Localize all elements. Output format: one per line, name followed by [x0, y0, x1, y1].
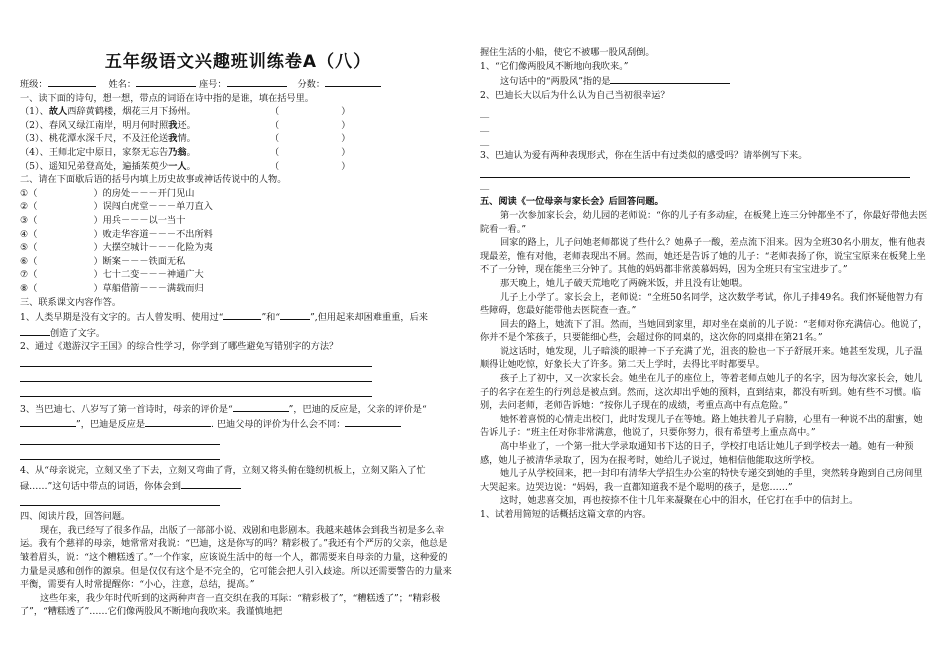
idiom-item: ①（ ）的房处－－－开门见山: [20, 187, 195, 199]
s3-q3: 3、当巴迪七、八岁写了第一首诗时，母亲的评价是“ ”，巴迪的反应是，父亲的评价是“”，巴迪是反应是 . 巴迪父母的评价为什么会不同：: [20, 401, 456, 432]
q3-blank-2[interactable]: [20, 416, 76, 427]
dash-line[interactable]: ＿: [480, 136, 490, 148]
poem-item: （2）、春风又绿江南岸，明月何时照我还。 （ ）: [20, 119, 351, 131]
answer-paren[interactable]: （ ）: [270, 106, 351, 118]
name-label: 姓名：: [108, 79, 137, 90]
page-title: 五年级语文兴趣班训练卷A（八）: [104, 52, 372, 72]
answer-line[interactable]: [20, 369, 372, 382]
section3-heading: 三、联系课文内容作答。: [20, 296, 122, 308]
r1-blank[interactable]: [610, 73, 730, 84]
r-q2: 2、巴迪长大以后为什么认为自己当初很幸运？: [480, 89, 670, 101]
score-label: 分数：: [297, 79, 326, 90]
q3-blank-1[interactable]: [233, 401, 289, 412]
story-paragraph: 那天晚上，她儿子破天荒地吃了两碗米饭，并且没有让她喂。: [500, 277, 749, 289]
seat-label: 座号：: [198, 79, 227, 90]
q3-blank-4[interactable]: [345, 416, 401, 427]
answer-line[interactable]: [20, 354, 372, 367]
idiom-item: ③（ ）用兵－－－以一当十: [20, 214, 186, 226]
section5-heading: 五、阅读《一位母亲与家长会》后回答问题。: [480, 196, 664, 208]
idiom-item: ⑤（ ）大摆空城计－－－化险为夷: [20, 242, 213, 254]
section4-heading: 四、阅读片段，回答问题。: [20, 511, 131, 523]
right-column: [480, 46, 928, 522]
poem-item: （4）、王师北定中原日，家祭无忘告乃翁。 （ ）: [20, 146, 351, 158]
story-paragraph: 第一次参加家长会，幼儿园的老师说：“你的儿子有多动症，在板凳上连三分钟都坐不了，你最好带他去医院看一看。”: [480, 209, 928, 235]
poem-item: （3）、桃花潭水深千尺，不及汪伦送我情。 （ ）: [20, 133, 351, 145]
story-passage: [480, 209, 928, 508]
poem-item: （5）、遥知兄弟登高处，遍插茱萸少一人。 （ ）: [20, 160, 351, 172]
idiom-item: ⑥（ ）断案－－－铁面无私: [20, 255, 186, 267]
idiom-item: ②（ ）误闯白虎堂－－－单刀直入: [20, 201, 213, 213]
section2-heading: 二、请在下面歇后语的括号内填上历史故事或神话传说中的人物。: [20, 174, 287, 186]
s3-q1: 1、人类早期是没有文字的。古人曾发明、使用过“ ”和“ ”,但用起来却困难重重，后来创造了文字。: [20, 309, 456, 340]
section1-list: [20, 105, 456, 173]
poem-item: （1）、故人西辞黄鹤楼，烟花三月下扬州。 （ ）: [20, 106, 351, 118]
name-field[interactable]: [136, 76, 196, 87]
answer-line[interactable]: [20, 432, 220, 445]
answer-line[interactable]: [20, 384, 372, 397]
q1-blank-2[interactable]: [280, 309, 310, 320]
story-paragraph: 高中毕业了，一个第一批大学录取通知书下达的日子，学校打电话让她儿子到学校去一趟。她有一种预感，她儿子被清华录取了，因为在报考时，她给儿子说过，她相信他能取这所学校。: [480, 441, 914, 466]
story-paragraph: 这时，她悲喜交加，再也按捺不住十几年来凝聚在心中的泪水，任它打在手中的信封上。: [500, 495, 859, 507]
q3-blank-3[interactable]: [145, 416, 211, 427]
section2-list: [20, 187, 456, 296]
answer-paren[interactable]: （ ）: [270, 133, 351, 145]
dash-line[interactable]: ＿: [480, 122, 490, 134]
idiom-item: ⑧（ ）草船借箭－－－满载而归: [20, 282, 204, 294]
story-paragraph: 她儿子从学校回来，把一封印有清华大学招生办公室的特快专递交到她的手里，突然转身跑到自己房间里大哭起来。边哭边说：“妈妈，我一直都知道我不是个聪明的孩子，是您……”: [480, 468, 923, 493]
answer-paren[interactable]: （ ）: [270, 146, 351, 158]
story-paragraph: 她怀着喜悦的心情走出校门，此时发现儿子在等她。路上她扶着儿子肩膀，心里有一种说不出的甜蜜，她告诉儿子：“班主任对你非常满意，他说了，只要你努力，很有希望考上重点高中。”: [480, 413, 923, 439]
class-field[interactable]: [48, 76, 96, 87]
r-q1: 1、“它们像两股风不断地向我吹来。”: [480, 60, 629, 72]
r-q1b: 这句话中的“两股风”指的是: [480, 73, 928, 89]
section1-heading: 一、读下面的诗句，想一想，带点的词语在诗中指的是谁，填在括号里。: [20, 92, 314, 104]
q4-blank[interactable]: [181, 478, 241, 489]
answer-line[interactable]: [20, 493, 220, 506]
story-paragraph: 回去的路上，她流下了泪。然而，当她回到家里，却对坐在桌前的儿子说：“老师对你充满信心。他说了，你并不是个笨孩子，只要能细心些，会超过你的同桌的，这次你的同桌排在第21名。”: [480, 318, 928, 344]
idiom-item: ⑦（ ）七十二变－－－神通广大: [20, 269, 204, 281]
r5-q1: 1、试着用简短的话概括这篇文章的内容。: [480, 509, 652, 520]
score-field[interactable]: [325, 76, 381, 87]
class-label: 班级：: [20, 79, 48, 90]
s3-q2: 2、通过《遨游汉字王国》的综合性学习，你学到了哪些避免写错别字的方法？: [20, 341, 339, 353]
q1-blank-3[interactable]: [20, 325, 50, 336]
dash-line[interactable]: ＿: [480, 180, 490, 192]
story-paragraph: 儿子上小学了。家长会上，老师说：“全班50名同学，这次数学考试，你儿子排49名。我们怀疑他智力有些障碍，您最好能带他去医院查一查。”: [480, 291, 924, 317]
story-paragraph: 孩子上了初中，又一次家长会。她坐在儿子的座位上，等着老师点她儿子的名字，因为每次家长会，她儿子的名字在差生的行列总是被点到。然而，这次却出乎她的预料，直到结束，都没有听到。她有些不习惯。临别，去问老师，老师告诉她：“按你儿子现在的成绩，考重点高中有点危险。”: [480, 373, 923, 412]
passage-paragraph: 这些年来，我少年时代听到的这两种声音一直交织在我的耳际：“精彩极了”，“糟糕透了”；“精彩极了”，“糟糕透了”……它们像两股风不断地向我吹来。我谨慎地把: [20, 592, 441, 618]
story-paragraph: 回家的路上，儿子问她老师都说了些什么？她鼻子一酸，差点流下泪来。因为全班30名小朋友，惟有他表现最差，惟有对他，老师表现出不屑。然而，她还是告诉了她的儿子：“老师表扬了你，说宝宝原来在板凳上坐不了一分钟，现在能坐三分钟了。其他的妈妈都非常羡慕妈妈，因为全班只有宝宝进步了。”: [480, 237, 926, 276]
student-info-line: [20, 76, 456, 92]
answer-paren[interactable]: （ ）: [270, 160, 351, 172]
answer-line[interactable]: [20, 447, 220, 460]
dash-line[interactable]: ＿: [480, 109, 490, 121]
story-paragraph: 说这话时，她发现，儿子暗淡的眼神一下子充满了光，沮丧的脸也一下子舒展开来。她甚至发现，儿子温顺得让她吃惊，好象长大了许多。第二天上学时，去得比平时都要早。: [480, 345, 923, 371]
q1-blank-1[interactable]: [223, 309, 261, 320]
idiom-item: ④（ ）败走华容道－－－不出所料: [20, 228, 213, 240]
passage-continued: 握住生活的小船，使它不被哪一股风刮倒。: [480, 47, 655, 58]
s3-q4: 4、从“母亲说完，立刻又坐了下去，立刻又弯曲了背，立刻又将头俯在缝纫机板上，立刻又陷入了忙碌……”这句话中带点的词语，你体会到: [20, 465, 426, 492]
passage-paragraph: 现在，我已经写了很多作品，出版了一部部小说、戏剧和电影剧本。我越来越体会到我当初是多么幸运。我有个慈祥的母亲，她常常对我说：“巴迪，这是你写的吗？精彩极了。”我还有个严厉的父亲，他总是皱着眉头，说：“这个糟糕透了。”一个作家，应该说生活中的每一个人，都需要来自母亲的力量，这种爱的力量是灵感和创作的源泉。但是仅仅有这个是不完全的，它可能会把人引入歧途。所以还需要警告的力量来平衡，需要有人时常提醒你：“小心，注意，总结，提高。”: [20, 524, 452, 591]
r-q3: 3、巴迪认为爱有两种表现形式，你在生活中有过类似的感受吗？请举例写下来。: [480, 150, 808, 162]
left-column: [20, 0, 456, 619]
answer-line[interactable]: [480, 165, 910, 178]
answer-paren[interactable]: （ ）: [270, 119, 351, 131]
seat-field[interactable]: [227, 76, 287, 87]
